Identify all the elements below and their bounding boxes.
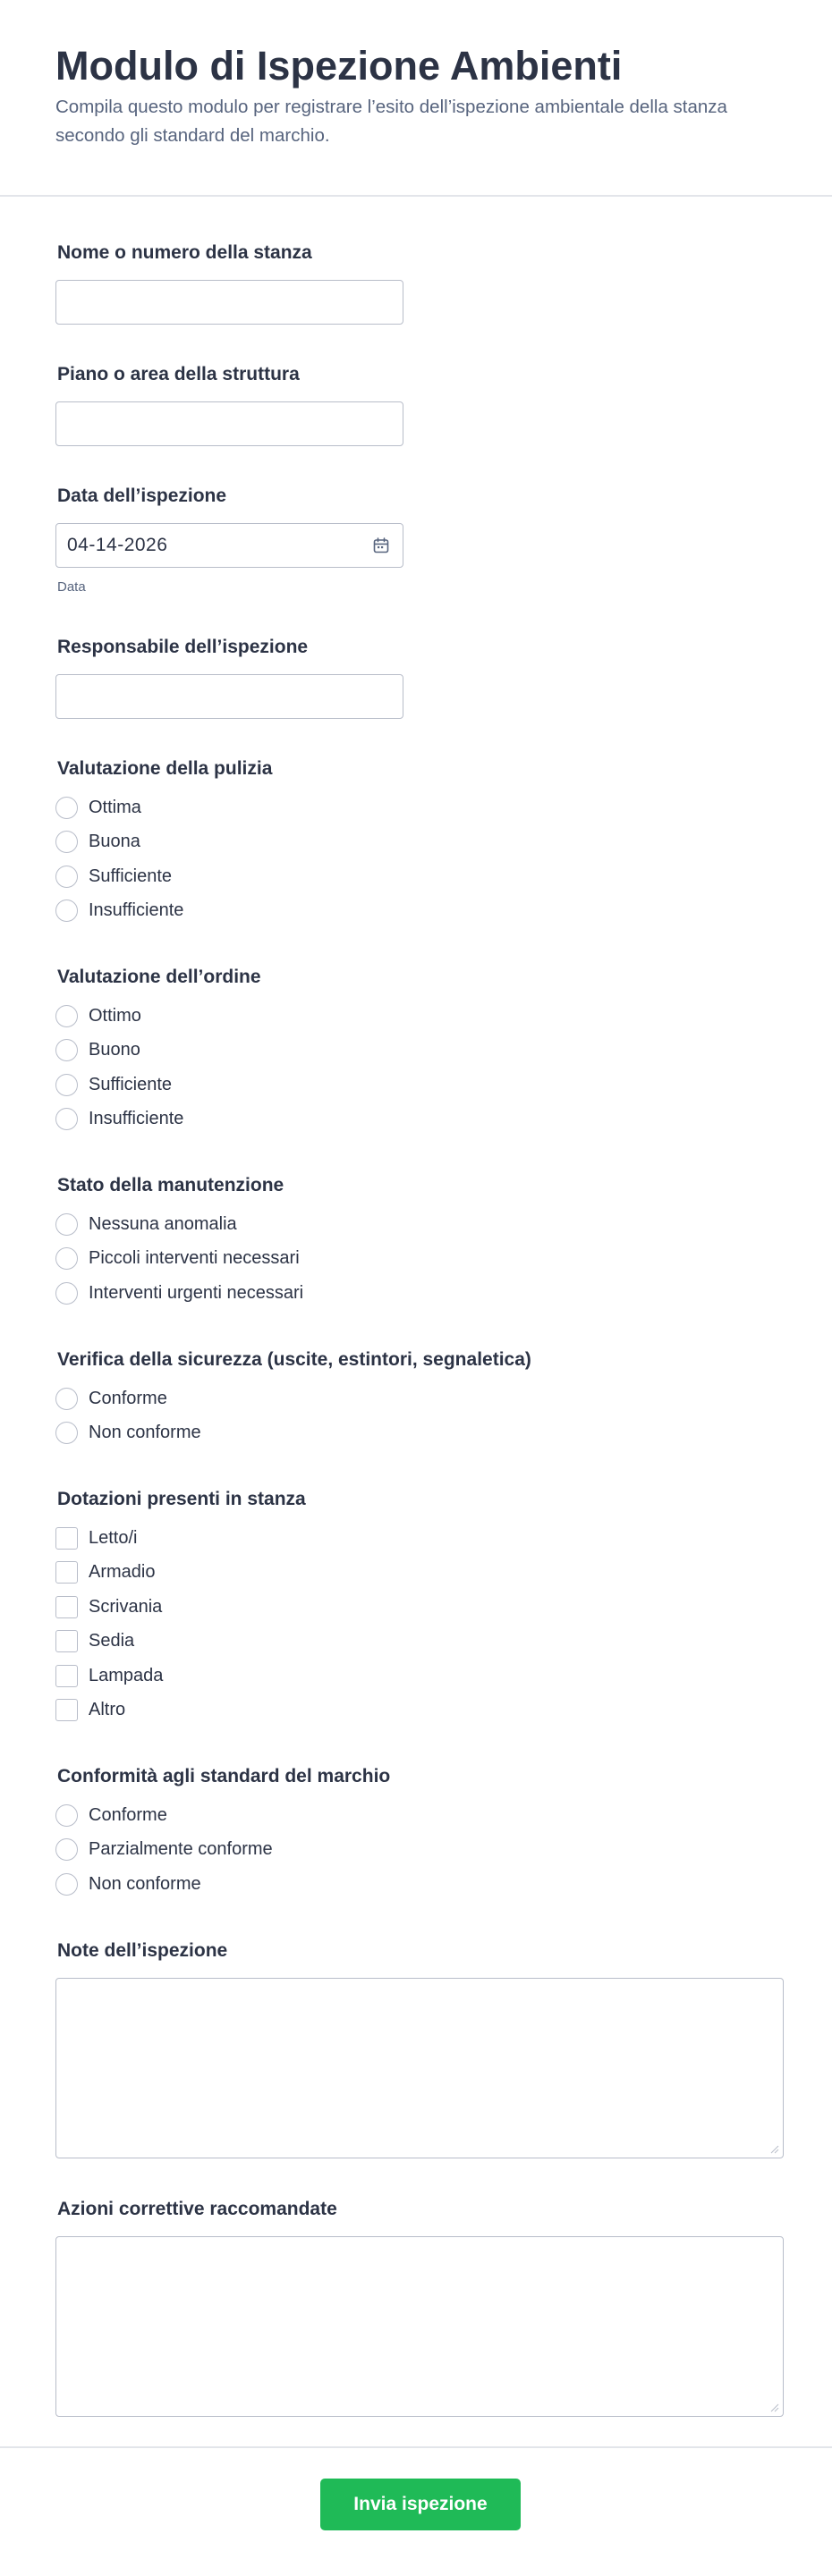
safety-option[interactable] bbox=[55, 1422, 592, 1445]
brand-option[interactable] bbox=[55, 1838, 592, 1862]
brand-option[interactable] bbox=[55, 1804, 592, 1828]
cleanliness-label: Valutazione della pulizia bbox=[57, 758, 273, 779]
equipment-option[interactable] bbox=[55, 1665, 592, 1688]
date-label: Data dell’ispezione bbox=[57, 486, 227, 506]
radio-button[interactable] bbox=[55, 831, 78, 853]
order-option[interactable] bbox=[55, 1074, 592, 1097]
radio-button[interactable] bbox=[55, 866, 78, 888]
floor-label: Piano o area della struttura bbox=[57, 364, 300, 384]
equipment-option[interactable] bbox=[55, 1596, 592, 1619]
cleanliness-option[interactable] bbox=[55, 831, 592, 854]
equipment-option[interactable] bbox=[55, 1527, 592, 1550]
cleanliness-option[interactable] bbox=[55, 899, 592, 923]
option-label: Insufficiente bbox=[89, 900, 184, 920]
checkbox[interactable] bbox=[55, 1527, 78, 1550]
radio-button[interactable] bbox=[55, 1039, 78, 1061]
order-label: Valutazione dell’ordine bbox=[57, 967, 261, 987]
radio-button[interactable] bbox=[55, 1873, 78, 1896]
actions-textarea[interactable] bbox=[55, 2236, 784, 2417]
maintenance-label: Stato della manutenzione bbox=[57, 1175, 284, 1195]
option-label: Conforme bbox=[89, 1389, 167, 1408]
form-header bbox=[0, 0, 832, 197]
cleanliness-option[interactable] bbox=[55, 866, 592, 889]
date-sublabel: Data bbox=[57, 579, 86, 595]
radio-button[interactable] bbox=[55, 1388, 78, 1410]
option-label: Lampada bbox=[89, 1666, 164, 1685]
actions-label: Azioni correttive raccomandate bbox=[57, 2199, 337, 2219]
radio-button[interactable] bbox=[55, 1804, 78, 1827]
notes-label: Note dell’ispezione bbox=[57, 1940, 228, 1961]
maintenance-option[interactable] bbox=[55, 1282, 592, 1305]
room-label: Nome o numero della stanza bbox=[57, 242, 312, 263]
inspector-label: Responsabile dell’ispezione bbox=[57, 637, 309, 657]
option-label: Letto/i bbox=[89, 1528, 138, 1548]
option-label: Conforme bbox=[89, 1805, 167, 1825]
option-label: Ottimo bbox=[89, 1006, 141, 1026]
equipment-option[interactable] bbox=[55, 1699, 592, 1722]
option-label: Scrivania bbox=[89, 1597, 163, 1617]
option-label: Buono bbox=[89, 1040, 140, 1060]
radio-button[interactable] bbox=[55, 1108, 78, 1130]
option-label: Buona bbox=[89, 832, 140, 851]
date-value: 04-14-2026 bbox=[67, 535, 168, 555]
room-input[interactable] bbox=[55, 280, 403, 325]
radio-button[interactable] bbox=[55, 1213, 78, 1236]
radio-button[interactable] bbox=[55, 1074, 78, 1096]
resize-grip-icon[interactable] bbox=[770, 2403, 779, 2412]
checkbox[interactable] bbox=[55, 1630, 78, 1652]
date-input[interactable] bbox=[55, 523, 403, 568]
form-footer bbox=[0, 2446, 832, 2576]
equipment-option[interactable] bbox=[55, 1561, 592, 1584]
notes-textarea[interactable] bbox=[55, 1978, 784, 2158]
option-label: Insufficiente bbox=[89, 1109, 184, 1128]
option-label: Armadio bbox=[89, 1562, 156, 1582]
order-option[interactable] bbox=[55, 1108, 592, 1131]
calendar-icon[interactable] bbox=[372, 536, 390, 554]
option-label: Sufficiente bbox=[89, 866, 173, 886]
maintenance-option[interactable] bbox=[55, 1213, 592, 1237]
radio-button[interactable] bbox=[55, 797, 78, 819]
inspector-input[interactable] bbox=[55, 674, 403, 719]
option-label: Sufficiente bbox=[89, 1075, 173, 1094]
option-label: Non conforme bbox=[89, 1423, 201, 1442]
option-label: Sedia bbox=[89, 1631, 135, 1651]
order-option[interactable] bbox=[55, 1005, 592, 1028]
option-label: Piccoli interventi necessari bbox=[89, 1248, 300, 1268]
submit-button[interactable]: Invia ispezione bbox=[320, 2479, 521, 2530]
order-option[interactable] bbox=[55, 1039, 592, 1062]
brand-label: Conformità agli standard del marchio bbox=[57, 1766, 391, 1786]
radio-button[interactable] bbox=[55, 1247, 78, 1270]
floor-input[interactable] bbox=[55, 401, 403, 446]
option-label: Altro bbox=[89, 1700, 126, 1719]
cleanliness-option[interactable] bbox=[55, 797, 592, 820]
resize-grip-icon[interactable] bbox=[770, 2145, 779, 2154]
checkbox[interactable] bbox=[55, 1596, 78, 1618]
equipment-label: Dotazioni presenti in stanza bbox=[57, 1489, 306, 1509]
radio-button[interactable] bbox=[55, 899, 78, 922]
safety-option[interactable] bbox=[55, 1388, 592, 1411]
radio-button[interactable] bbox=[55, 1838, 78, 1861]
option-label: Non conforme bbox=[89, 1874, 201, 1894]
form-description: Compila questo modulo per registrare l’esito dell’ispezione ambientale della stanza secondo gli standard del marchio. bbox=[55, 97, 727, 146]
form-title: Modulo di Ispezione Ambienti bbox=[55, 43, 623, 89]
radio-button[interactable] bbox=[55, 1005, 78, 1027]
safety-label: Verifica della sicurezza (uscite, estintori, segnaletica) bbox=[57, 1349, 531, 1370]
option-label: Interventi urgenti necessari bbox=[89, 1283, 304, 1303]
option-label: Ottima bbox=[89, 798, 141, 817]
maintenance-option[interactable] bbox=[55, 1247, 592, 1271]
checkbox[interactable] bbox=[55, 1561, 78, 1584]
option-label: Nessuna anomalia bbox=[89, 1214, 237, 1234]
radio-button[interactable] bbox=[55, 1282, 78, 1305]
option-label: Parzialmente conforme bbox=[89, 1839, 273, 1859]
checkbox[interactable] bbox=[55, 1699, 78, 1721]
radio-button[interactable] bbox=[55, 1422, 78, 1444]
checkbox[interactable] bbox=[55, 1665, 78, 1687]
equipment-option[interactable] bbox=[55, 1630, 592, 1653]
brand-option[interactable] bbox=[55, 1873, 592, 1896]
